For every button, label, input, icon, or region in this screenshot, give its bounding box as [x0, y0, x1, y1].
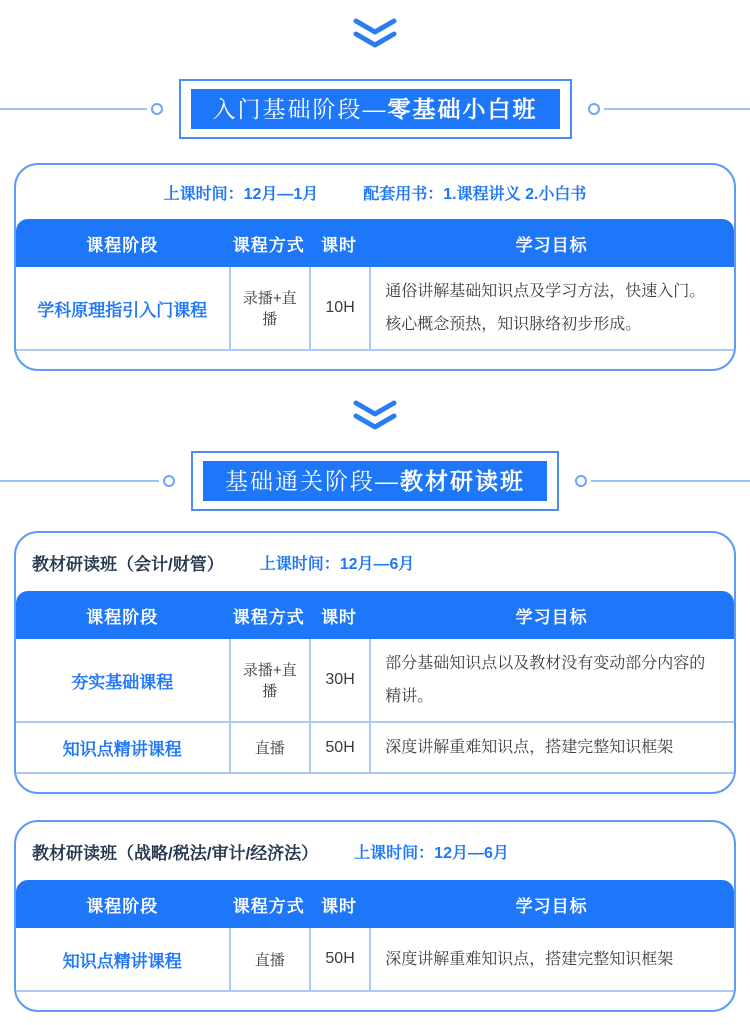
card-textbook-accounting: [14, 531, 736, 794]
banner-title-highlight: 教材研读班: [400, 468, 525, 494]
course-table: [16, 880, 734, 992]
banner-box: [179, 79, 572, 139]
goal-cell: 通俗讲解基础知识点及学习方法，快速入门。核心概念预热，知识脉络初步形成。: [369, 267, 734, 349]
header-mode: 课程方式: [229, 603, 309, 628]
stage-cell: 知识点精讲课程: [16, 928, 229, 990]
header-hours: 课时: [309, 892, 369, 917]
header-hours: 课时: [309, 603, 369, 628]
header-hours: 课时: [309, 231, 369, 256]
mode-cell: 录播+直播: [229, 267, 309, 349]
decor-circle: [163, 475, 175, 487]
card-title: 教材研读班（战略/税法/审计/经济法）: [32, 839, 318, 864]
section-banner-textbook: [0, 452, 750, 510]
banner-title: [191, 89, 560, 129]
chevron-double-down-icon: [352, 16, 398, 52]
header-goal: 学习目标: [369, 603, 734, 628]
header-mode: 课程方式: [229, 892, 309, 917]
card-beginner-class: [14, 163, 736, 371]
stage-cell: 知识点精讲课程: [16, 723, 229, 772]
hours-cell: 50H: [309, 723, 369, 772]
mode-cell: 直播: [229, 723, 309, 772]
header-stage: 课程阶段: [16, 603, 229, 628]
card-title: 教材研读班（会计/财管）: [32, 550, 224, 575]
card-textbook-strategy: [14, 820, 736, 1012]
table-row: [16, 639, 734, 723]
goal-cell: 深度讲解重难知识点，搭建完整知识框架: [369, 723, 734, 772]
banner-title-prefix: 入门基础阶段—: [213, 96, 388, 122]
decor-line: [0, 480, 159, 482]
textbooks: 配套用书：1.课程讲义 2.小白书: [363, 181, 586, 204]
table-row: [16, 928, 734, 992]
banner-box: [191, 451, 559, 511]
decor-circle: [588, 103, 600, 115]
hours-cell: 30H: [309, 639, 369, 721]
decor-line: [591, 480, 750, 482]
hours-cell: 50H: [309, 928, 369, 990]
header-stage: 课程阶段: [16, 892, 229, 917]
banner-title-highlight: 零基础小白班: [388, 96, 538, 122]
header-mode: 课程方式: [229, 231, 309, 256]
card-title-line: [16, 822, 734, 880]
decor-line: [0, 108, 147, 110]
chevron-double-down-icon: [352, 398, 398, 434]
decor-circle: [151, 103, 163, 115]
decor-circle: [575, 475, 587, 487]
table-row: [16, 267, 734, 351]
goal-cell: 深度讲解重难知识点，搭建完整知识框架: [369, 928, 734, 990]
header-goal: 学习目标: [369, 892, 734, 917]
table-header-row: [16, 880, 734, 928]
course-plan-page: [0, 16, 750, 1012]
class-time: 上课时间：12月—1月: [164, 181, 319, 204]
mode-cell: 直播: [229, 928, 309, 990]
class-time: 上课时间：12月—6月: [354, 840, 509, 863]
decor-line: [604, 108, 750, 110]
table-row: [16, 723, 734, 774]
class-time: 上课时间：12月—6月: [260, 551, 415, 574]
card-title-line: [16, 533, 734, 591]
header-stage: 课程阶段: [16, 231, 229, 256]
table-header-row: [16, 219, 734, 267]
course-table: [16, 219, 734, 351]
card-info-line: [16, 165, 734, 219]
goal-cell: 部分基础知识点以及教材没有变动部分内容的精讲。: [369, 639, 734, 721]
section-banner-basics: [0, 80, 750, 138]
banner-title-prefix: 基础通关阶段—: [225, 468, 400, 494]
stage-cell: 夯实基础课程: [16, 639, 229, 721]
hours-cell: 10H: [309, 267, 369, 349]
banner-title: [203, 461, 547, 501]
table-header-row: [16, 591, 734, 639]
course-table: [16, 591, 734, 774]
mode-cell: 录播+直播: [229, 639, 309, 721]
header-goal: 学习目标: [369, 231, 734, 256]
stage-cell: 学科原理指引入门课程: [16, 267, 229, 349]
